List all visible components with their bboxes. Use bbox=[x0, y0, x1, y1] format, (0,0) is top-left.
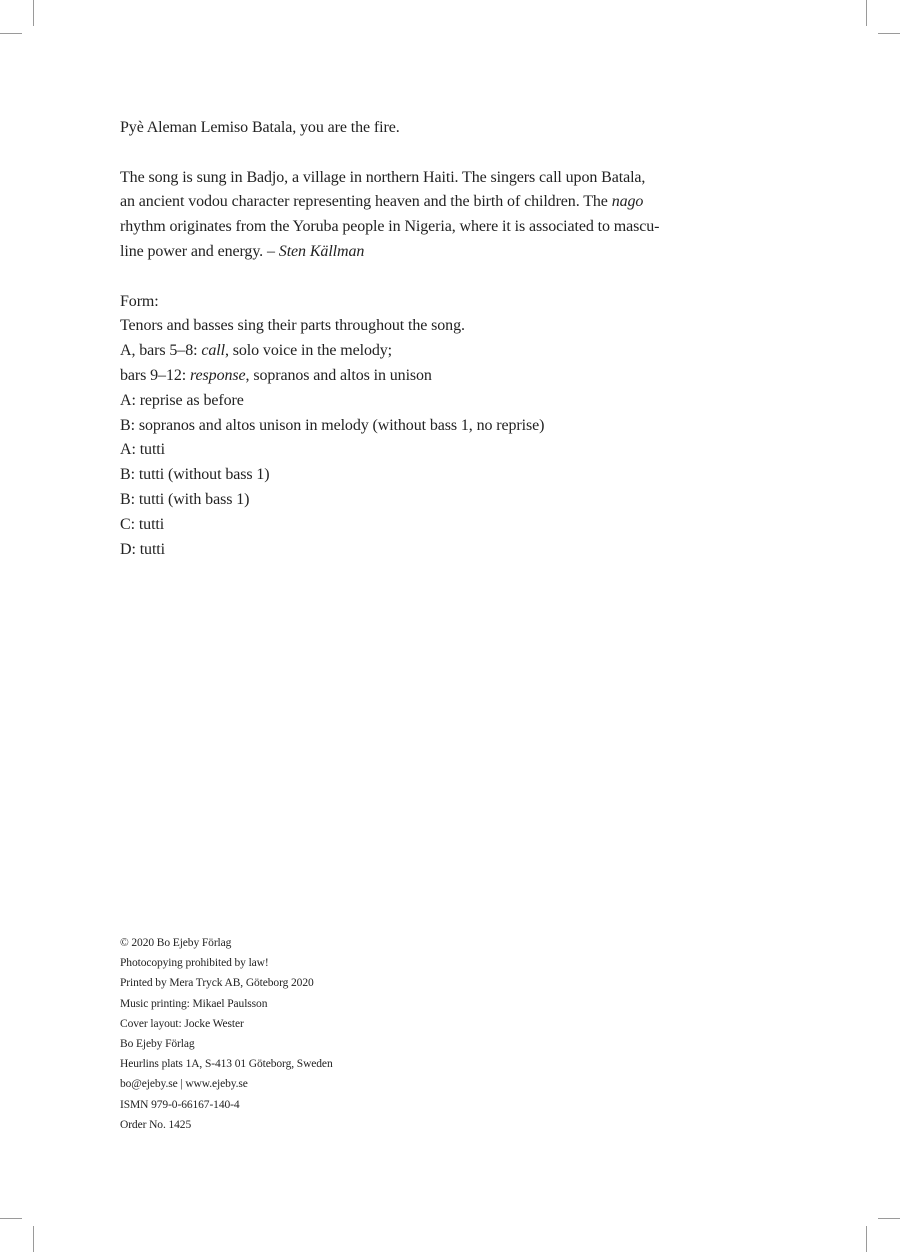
song-title-line: Pyè Aleman Lemiso Batala, you are the fire. bbox=[120, 119, 400, 136]
imprint-line: Cover layout: Jocke Wester bbox=[120, 1017, 244, 1030]
spacer bbox=[120, 141, 720, 166]
crop-mark-bottom-left-vertical bbox=[33, 1226, 34, 1252]
form-line: A: tutti bbox=[120, 441, 165, 459]
imprint-line: Music printing: Mikael Paulsson bbox=[120, 997, 268, 1010]
form-line: B: tutti (without bass 1) bbox=[120, 466, 270, 484]
imprint-line: Bo Ejeby Förlag bbox=[120, 1038, 195, 1051]
description-line-2: an ancient vodou character representing heaven and the birth of children. The bbox=[120, 193, 612, 211]
form-heading: Form: bbox=[120, 292, 159, 310]
author-name: Sten Källman bbox=[278, 242, 365, 260]
imprint-line: Order No. 1425 bbox=[120, 1118, 192, 1131]
form-line: D: tutti bbox=[120, 540, 165, 558]
imprint-line: bo@ejeby.se | www.ejeby.se bbox=[120, 1078, 248, 1091]
crop-mark-top-left-horizontal bbox=[0, 33, 22, 34]
form-line-response: bars 9–12: response, sopranos and altos in unison bbox=[120, 366, 432, 384]
crop-mark-bottom-right-horizontal bbox=[878, 1218, 900, 1219]
response-term: response bbox=[190, 366, 246, 384]
form-line-tenors: Tenors and basses sing their parts throughout the song. bbox=[120, 317, 465, 335]
imprint-line: ISMN 979-0-66167-140-4 bbox=[120, 1098, 240, 1111]
crop-mark-bottom-right-vertical bbox=[866, 1226, 867, 1252]
song-notes bbox=[120, 116, 720, 562]
publisher-imprint bbox=[120, 933, 520, 1135]
imprint-line: Printed by Mera Tryck AB, Göteborg 2020 bbox=[120, 977, 314, 990]
spacer bbox=[120, 265, 720, 290]
crop-mark-top-right-vertical bbox=[866, 0, 867, 26]
imprint-line: Heurlins plats 1A, S-413 01 Göteborg, Sweden bbox=[120, 1058, 333, 1071]
imprint-line: © 2020 Bo Ejeby Förlag bbox=[120, 937, 232, 949]
description-line-1: The song is sung in Badjo, a village in northern Haiti. The singers call upon Batala, bbox=[120, 168, 646, 186]
form-line: B: tutti (with bass 1) bbox=[120, 490, 250, 508]
call-term: call bbox=[201, 342, 225, 360]
crop-mark-bottom-left-horizontal bbox=[0, 1218, 22, 1219]
crop-mark-top-left-vertical bbox=[33, 0, 34, 26]
description-line-3: rhythm originates from the Yoruba people in Nigeria, where it is associated to mascu- bbox=[120, 218, 660, 236]
description-line-4: line power and energy. – bbox=[120, 242, 279, 260]
form-line-a-call: A, bars 5–8: call, solo voice in the melody; bbox=[120, 342, 393, 360]
nago-term: nago bbox=[611, 193, 644, 211]
description-paragraph bbox=[120, 166, 720, 265]
form-line: A: reprise as before bbox=[120, 391, 244, 409]
form-line: B: sopranos and altos unison in melody (without bass 1, no reprise) bbox=[120, 416, 545, 434]
crop-mark-top-right-horizontal bbox=[878, 33, 900, 34]
imprint-line: Photocopying prohibited by law! bbox=[120, 957, 269, 970]
form-line: C: tutti bbox=[120, 515, 165, 533]
